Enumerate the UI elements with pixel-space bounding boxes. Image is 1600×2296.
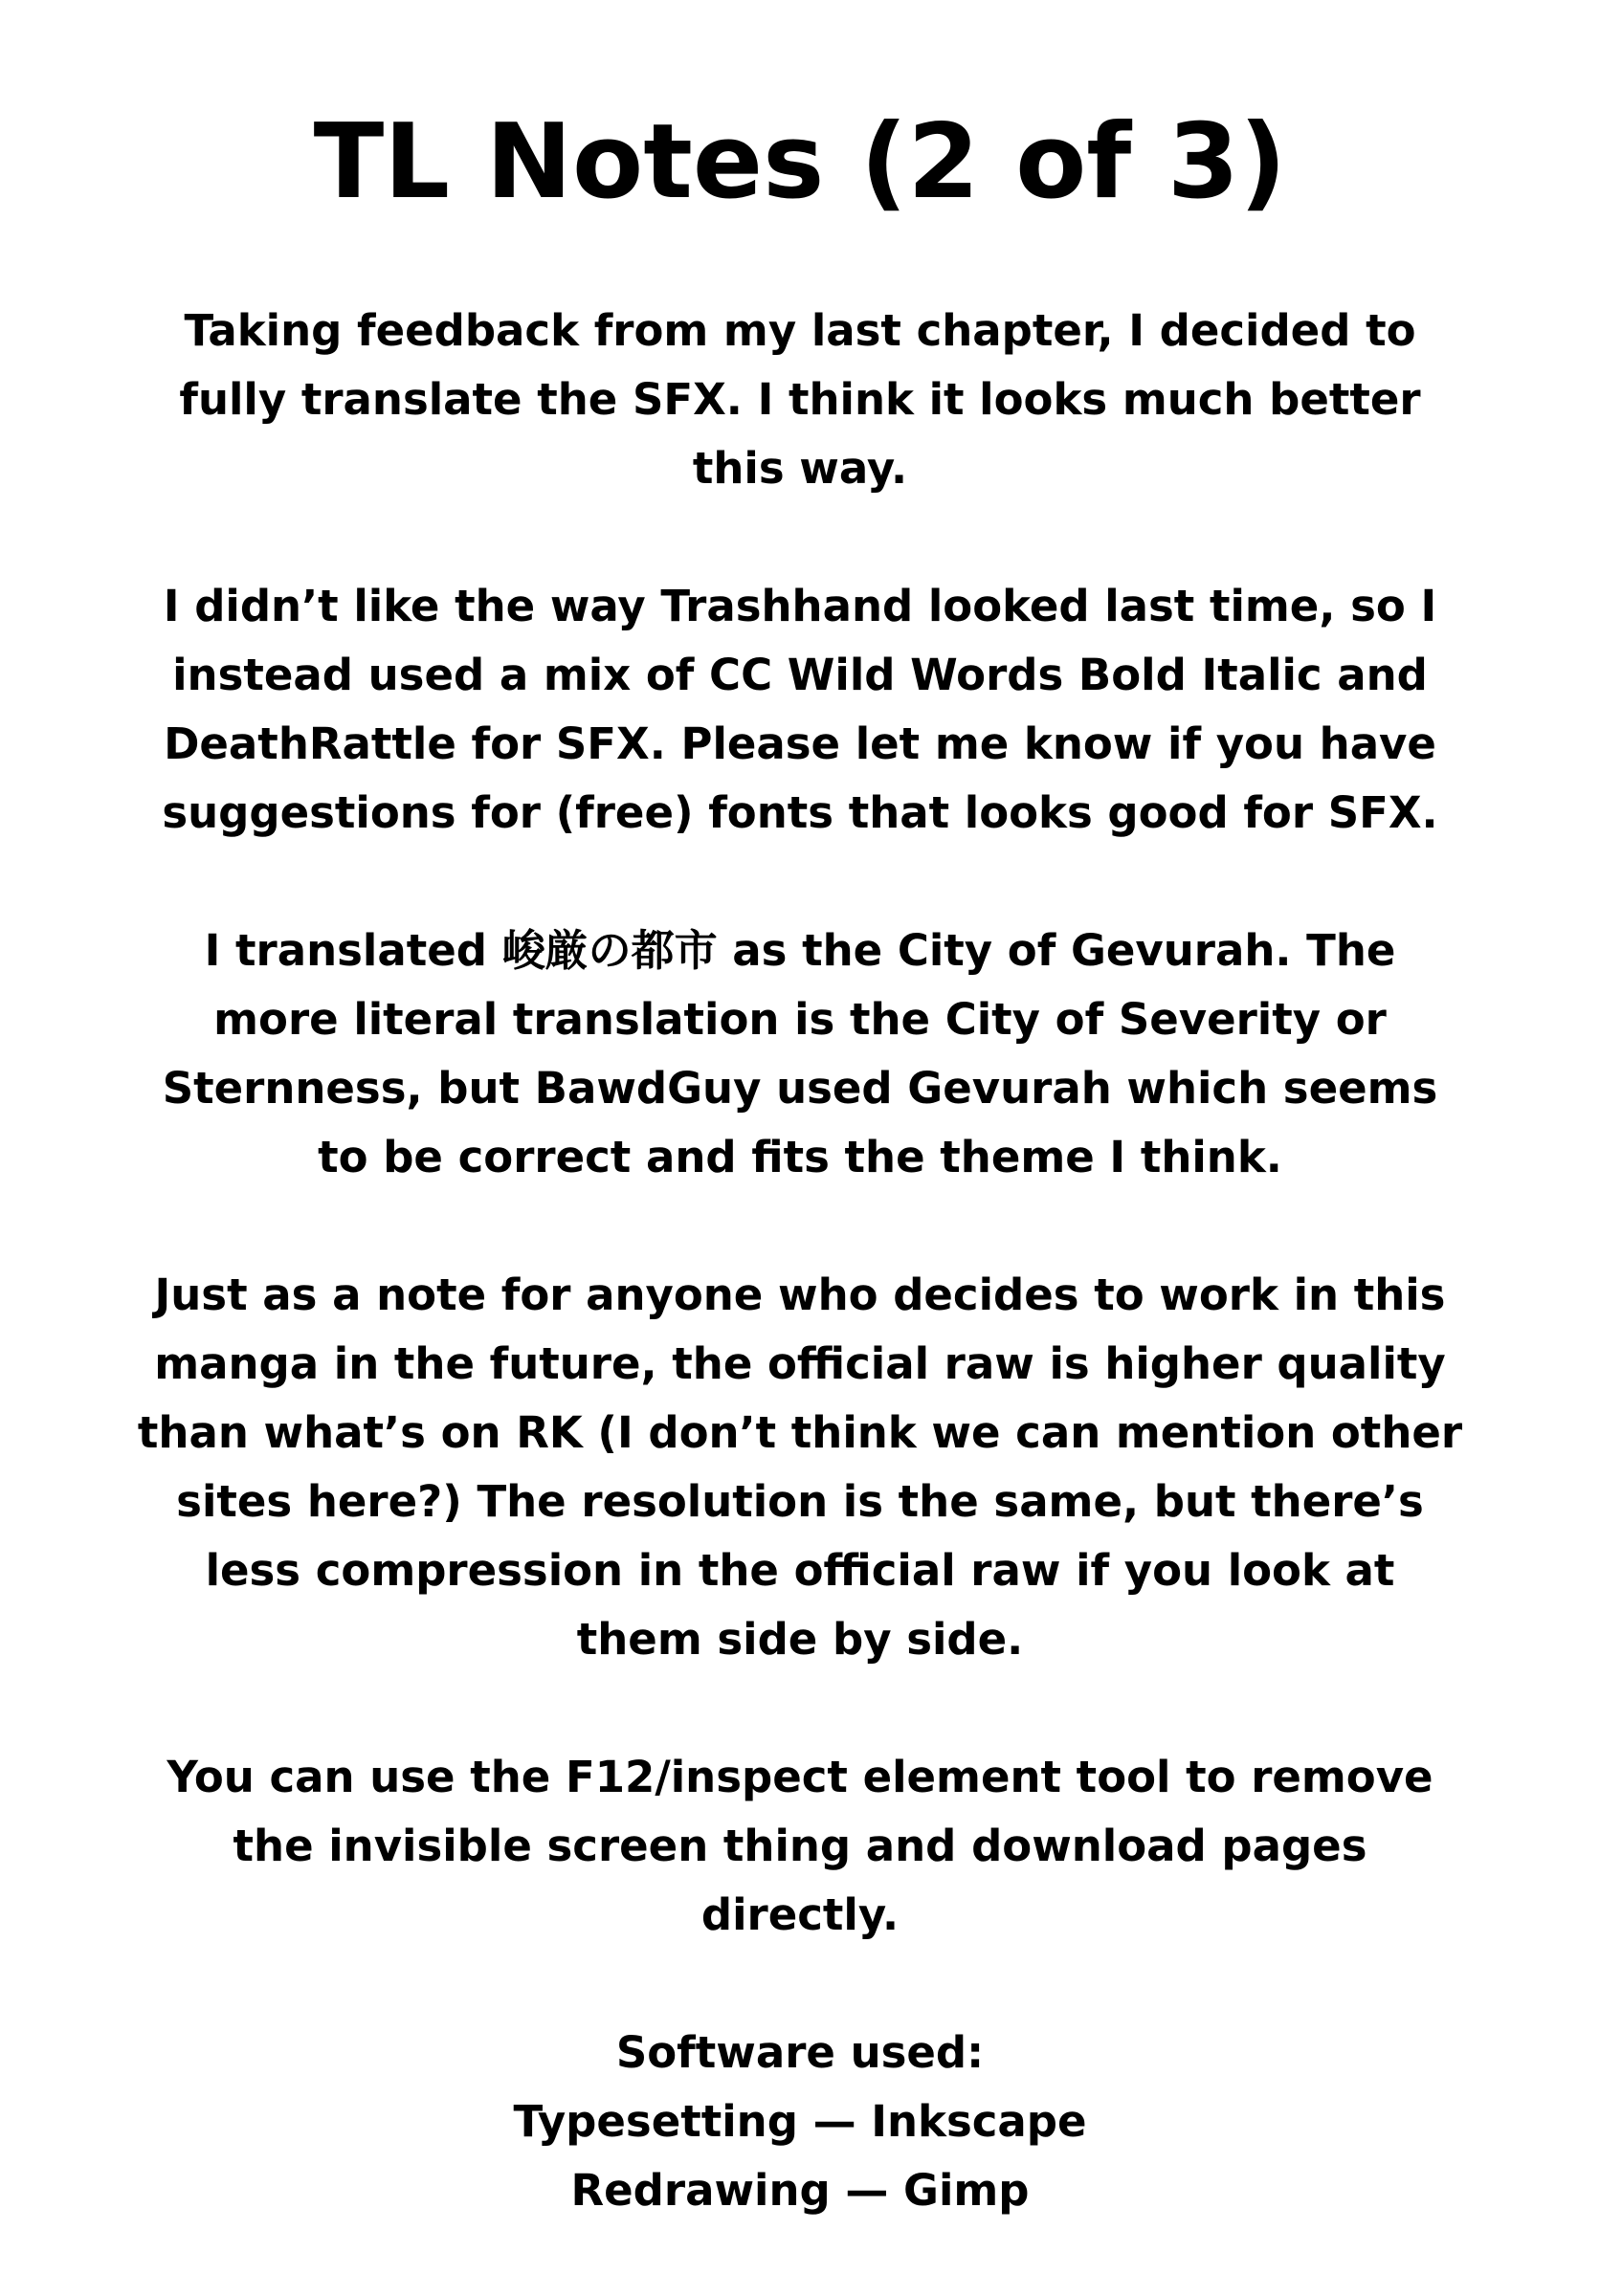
notes-body xyxy=(115,297,1485,2225)
note-line: manga in the future, the official raw is higher quality xyxy=(154,1338,1446,1389)
software-heading: Software used: xyxy=(615,2027,985,2078)
note-line: directly. xyxy=(700,1889,900,1940)
note-paragraph-download-tip xyxy=(115,1743,1485,1950)
note-line: Taking feedback from my last chapter, I decided to xyxy=(184,305,1416,356)
note-line: this way. xyxy=(692,443,908,494)
note-line: than what’s on RK (I don’t think we can mention other xyxy=(137,1407,1463,1458)
note-line: You can use the F12/inspect element tool to remove xyxy=(167,1752,1433,1802)
software-redrawing: Redrawing — Gimp xyxy=(570,2165,1030,2216)
note-line: them side by side. xyxy=(576,1614,1024,1665)
note-line: to be correct and fits the theme I think. xyxy=(318,1132,1282,1182)
note-line: sites here?) The resolution is the same, but there’s xyxy=(176,1476,1424,1527)
software-typesetting: Typesetting — Inkscape xyxy=(513,2096,1087,2147)
page-title: TL Notes (2 of 3) xyxy=(313,102,1287,222)
note-line: the invisible screen thing and download pages xyxy=(233,1821,1367,1871)
note-line: Just as a note for anyone who decides to work in this xyxy=(154,1269,1446,1320)
note-line: DeathRattle for SFX. Please let me know if you have xyxy=(164,718,1436,769)
note-paragraph-city-name xyxy=(115,916,1485,1192)
note-line: fully translate the SFX. I think it looks much better xyxy=(179,374,1421,425)
software-used-section xyxy=(115,2019,1485,2225)
note-line: less compression in the official raw if you look at xyxy=(205,1545,1395,1596)
note-line: I didn’t like the way Trashhand looked last time, so I xyxy=(163,581,1437,631)
note-line: more literal translation is the City of Severity or xyxy=(213,994,1387,1045)
note-paragraph-fonts xyxy=(115,572,1485,848)
note-line: suggestions for (free) fonts that looks good for SFX. xyxy=(162,787,1438,838)
note-line: Sternness, but BawdGuy used Gevurah which seems xyxy=(162,1063,1438,1114)
note-line: instead used a mix of CC Wild Words Bold Italic and xyxy=(172,650,1428,700)
note-line: I translated 峻厳の都市 as the City of Gevurah. The xyxy=(204,925,1396,976)
note-paragraph-raw-quality xyxy=(115,1261,1485,1674)
note-paragraph-sfx-translation xyxy=(115,297,1485,503)
